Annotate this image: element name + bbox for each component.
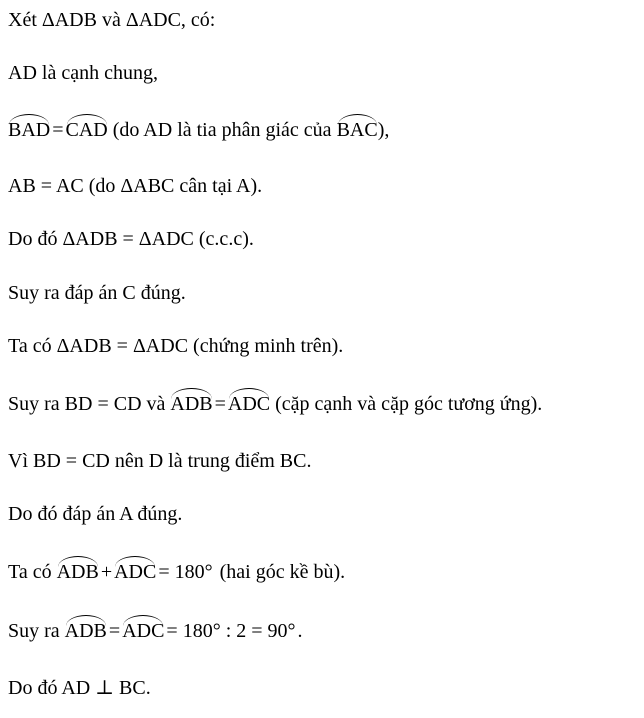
line-11: Ta có ADB + ADC = 180° (hai góc kề bù). — [8, 556, 345, 582]
line-12: Suy ra ADB = ADC = 180° : 2 = 90° . — [8, 615, 303, 641]
angle-adc: ADC — [228, 388, 270, 414]
line-9: Vì BD = CD nên D là trung điểm BC. — [8, 450, 312, 472]
angle-bac: BAC — [337, 114, 378, 140]
line-8: Suy ra BD = CD và ADB = ADC (cặp cạnh và cặp góc tương ứng). — [8, 388, 542, 414]
angle-adc: ADC — [114, 556, 156, 582]
line-1: Xét ΔADB và ΔADC, có: — [8, 9, 216, 31]
angle-adc: ADC — [122, 615, 164, 641]
line-2: AD là cạnh chung, — [8, 62, 158, 84]
angle-adb: ADB — [170, 388, 212, 414]
angle-cad: CAD — [66, 114, 108, 140]
line-13: Do đó AD ⊥ BC. — [8, 677, 151, 699]
line-4: AB = AC (do ΔABC cân tại A). — [8, 175, 263, 197]
angle-adb: ADB — [57, 556, 99, 582]
angle-adb: ADB — [65, 615, 107, 641]
line-6: Suy ra đáp án C đúng. — [8, 282, 186, 304]
line-7: Ta có ΔADB = ΔADC (chứng minh trên). — [8, 335, 344, 357]
line-3: BAD = CAD (do AD là tia phân giác của BAC), — [8, 114, 389, 140]
angle-bad: BAD — [8, 114, 50, 140]
line-10: Do đó đáp án A đúng. — [8, 503, 183, 525]
line-5: Do đó ΔADB = ΔADC (c.c.c). — [8, 228, 254, 250]
